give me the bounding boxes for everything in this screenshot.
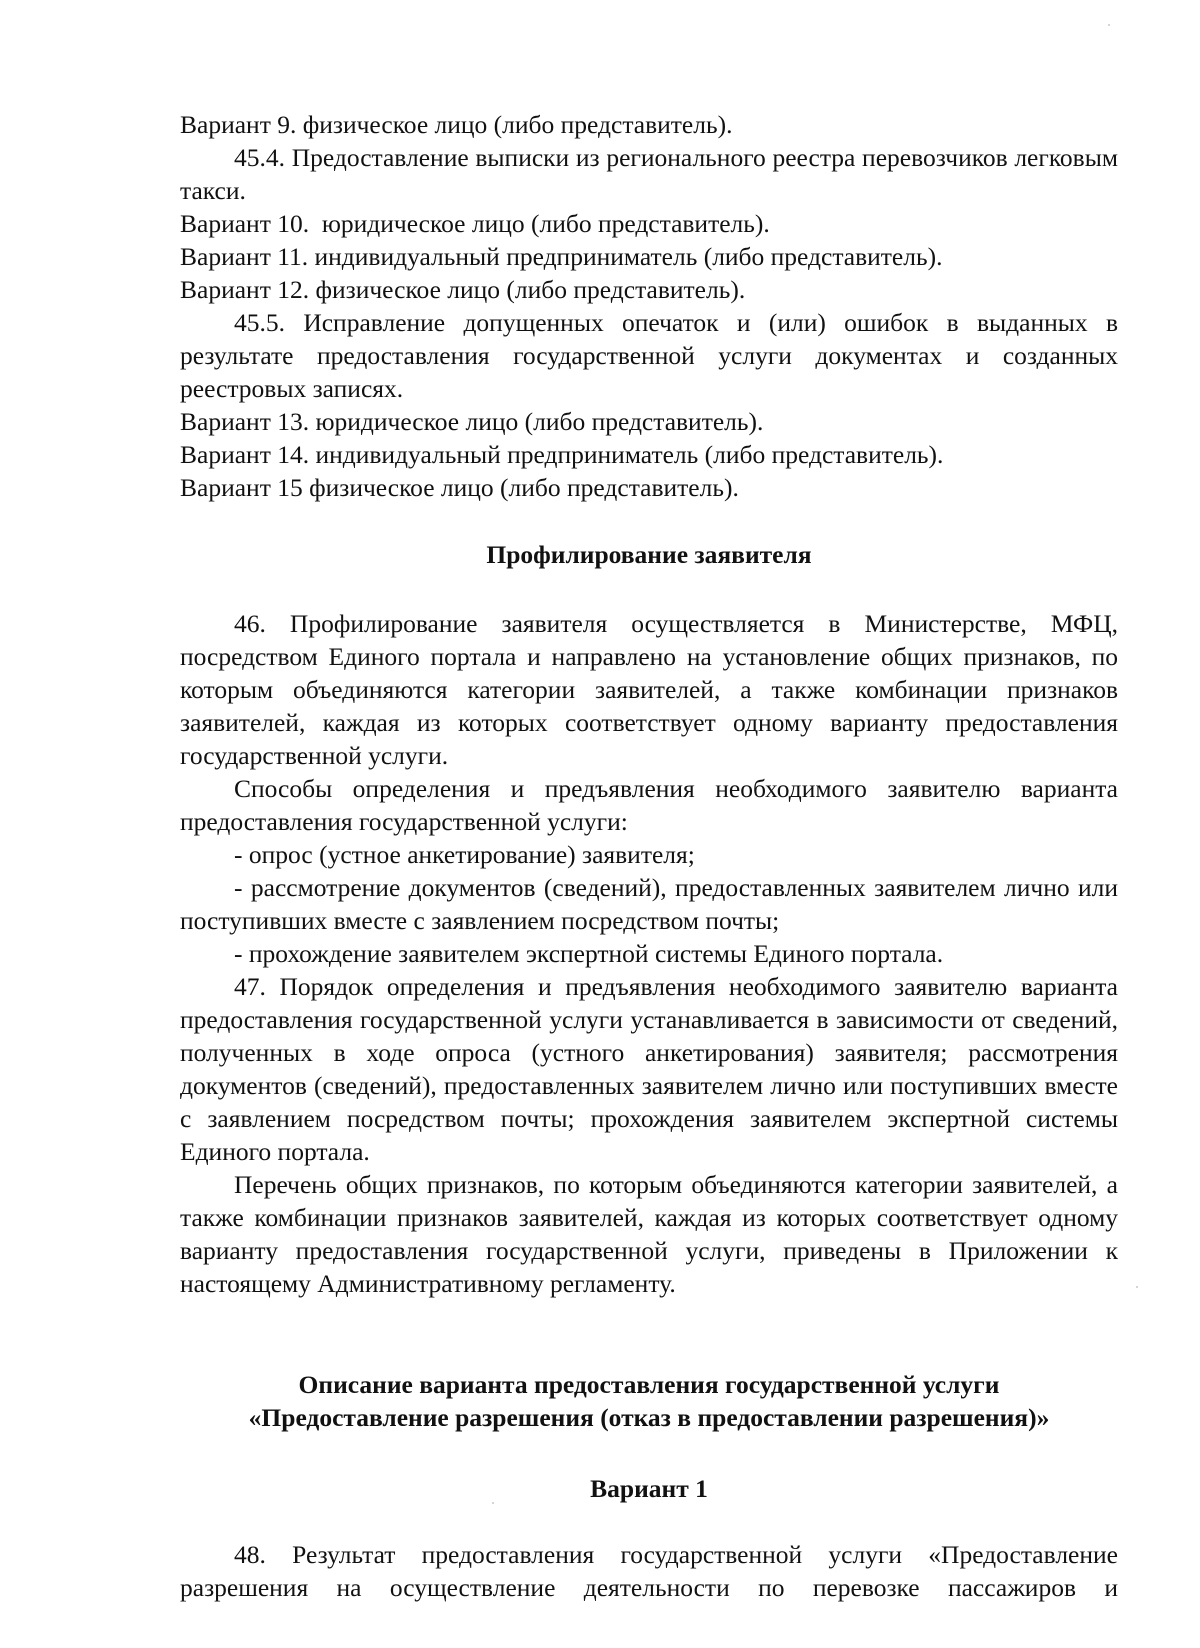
scan-speck — [492, 1502, 494, 1504]
scan-speck — [1136, 1286, 1138, 1288]
scan-speck — [1108, 24, 1110, 26]
variant-12-line: Вариант 12. физическое лицо (либо представитель). — [180, 275, 746, 304]
variant-13-line: Вариант 13. юридическое лицо (либо представитель). — [180, 407, 764, 436]
variant-14-line: Вариант 14. индивидуальный предприниматель (либо представитель). — [180, 440, 944, 469]
variant-10-line: Вариант 10. юридическое лицо (либо представитель). — [180, 209, 770, 238]
item-45-5: 45.5. Исправление допущенных опечаток и (или) ошибок в выданных в результате предоставления государственной услуги документах и созданных реестровых записях. — [180, 308, 1118, 403]
section-heading-description-line-2: «Предоставление разрешения (отказ в предоставлении разрешения)» — [248, 1403, 1050, 1432]
paragraph-48: 48. Результат предоставления государственной услуги «Предоставление разрешения на осуществление деятельности по перевозке пассажиров и — [180, 1540, 1118, 1602]
bullet-expert-system: - прохождение заявителем экспертной системы Единого портала. — [234, 939, 944, 968]
bullet-survey: - опрос (устное анкетирование) заявителя; — [234, 840, 695, 869]
section-heading-profiling: Профилирование заявителя — [486, 540, 812, 569]
paragraph-methods: Способы определения и предъявления необходимого заявителю варианта предоставления государственной услуги: — [180, 774, 1118, 836]
section-heading-variant-1: Вариант 1 — [590, 1474, 708, 1503]
item-45-4: 45.4. Предоставление выписки из регионального реестра перевозчиков легковым такси. — [180, 143, 1118, 205]
variant-9-line: Вариант 9. физическое лицо (либо представитель). — [180, 110, 733, 139]
section-heading-description-line-1: Описание варианта предоставления государственной услуги — [298, 1370, 1000, 1399]
paragraph-47: 47. Порядок определения и предъявления необходимого заявителю варианта предоставления государственной услуги устанавливается в зависимости от сведений, полученных в ходе опроса (устного анкетирования) заявителя; рассмотрения документов (сведений), предоставленных заявителем лично или поступивших вместе с заявлением посредством почты; прохождения заявителем экспертной системы Единого портала. — [180, 972, 1118, 1166]
paragraph-list-of-features: Перечень общих признаков, по которым объединяются категории заявителей, а также комбинации признаков заявителей, каждая из которых соответствует одному варианту предоставления государственной услуги, приведены в Приложении к настоящему Административному регламенту. — [180, 1170, 1118, 1298]
variant-11-line: Вариант 11. индивидуальный предприниматель (либо представитель). — [180, 242, 943, 271]
bullet-documents: - рассмотрение документов (сведений), предоставленных заявителем лично или поступивших вместе с заявлением посредством почты; — [180, 873, 1118, 935]
section-heading-description — [180, 1368, 1118, 1434]
variant-15-line: Вариант 15 физическое лицо (либо представитель). — [180, 473, 739, 502]
document-body — [180, 108, 1118, 1604]
paragraph-46: 46. Профилирование заявителя осуществляется в Министерстве, МФЦ, посредством Единого портала и направлено на установление общих признаков, по которым объединяются категории заявителей, а также комбинации признаков заявителей, каждая из которых соответствует одному варианту предоставления государственной услуги. — [180, 609, 1118, 770]
